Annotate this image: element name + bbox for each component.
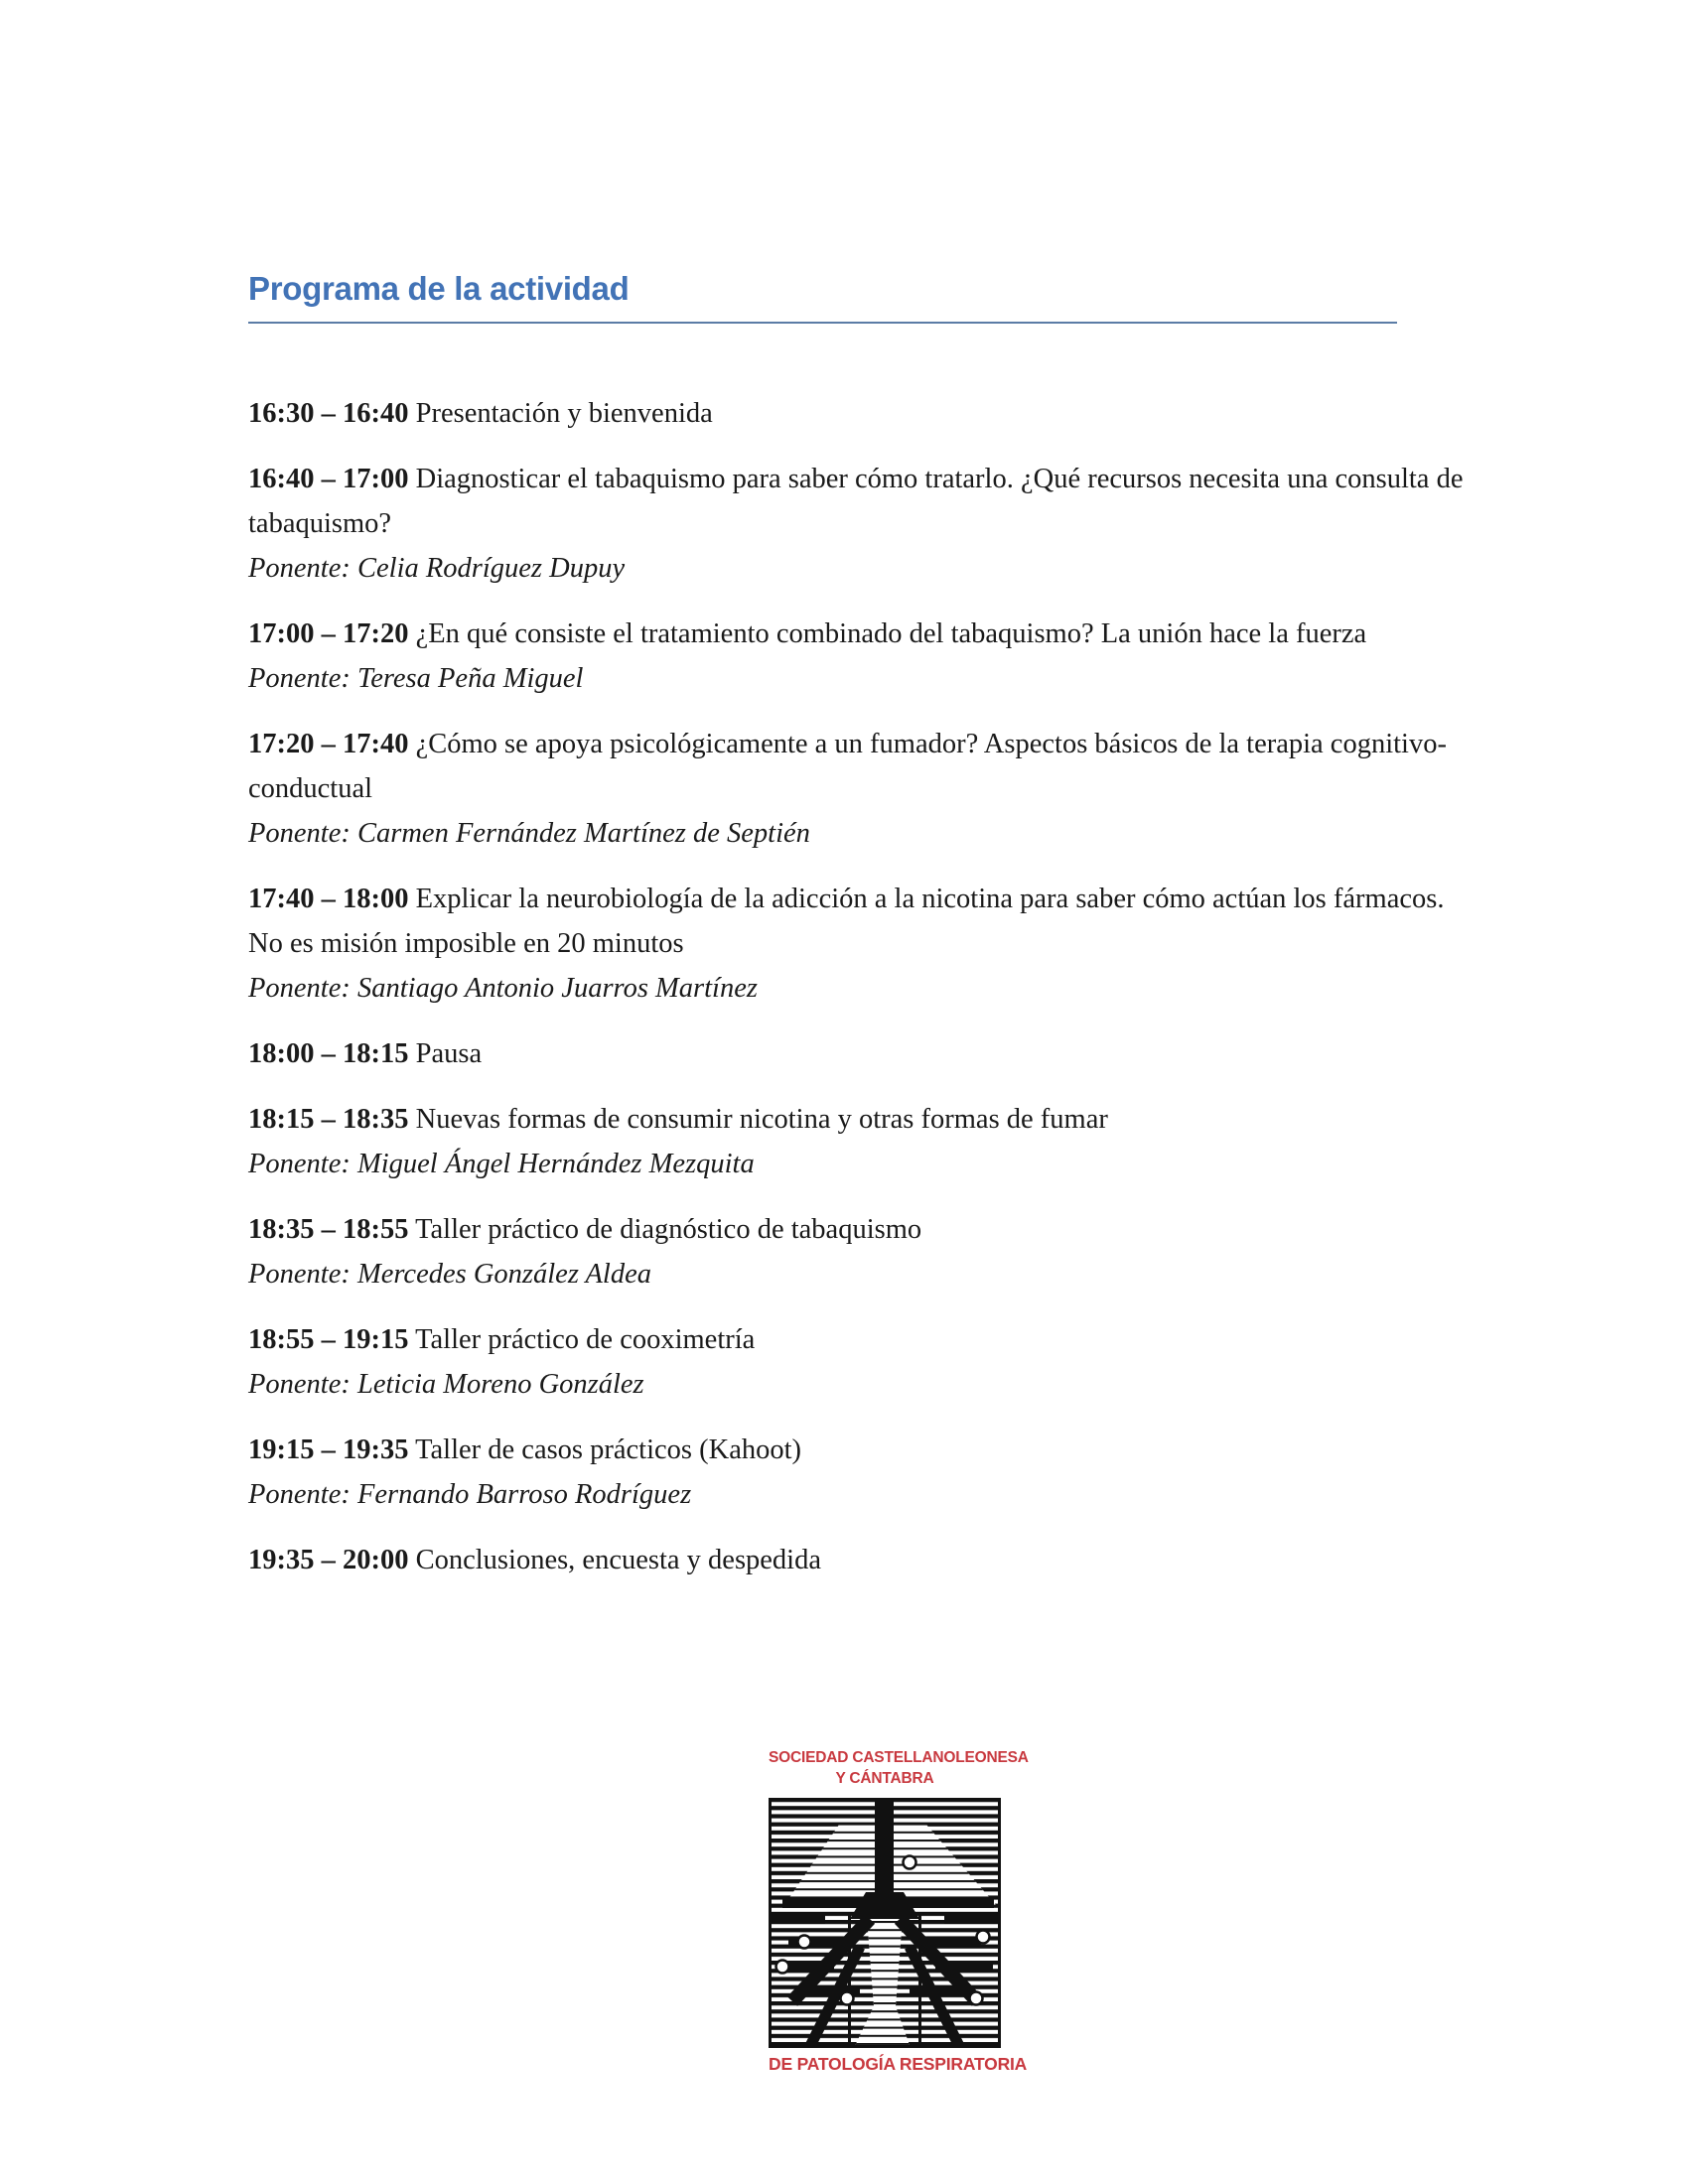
session-time: 18:15 – 18:35 <box>248 1104 409 1135</box>
session-row <box>248 1317 1465 1407</box>
session-speaker: Ponente: Fernando Barroso Rodríguez <box>248 1479 692 1510</box>
session-title: Pausa <box>408 1038 483 1069</box>
session-time: 19:35 – 20:00 <box>248 1545 409 1575</box>
session-row <box>248 391 1465 436</box>
session-time: 16:30 – 16:40 <box>248 398 409 429</box>
schedule <box>248 391 1465 1603</box>
session-title: Taller de casos prácticos (Kahoot) <box>408 1434 802 1465</box>
session-row <box>248 1538 1465 1582</box>
session-time: 17:40 – 18:00 <box>248 884 409 914</box>
session-row <box>248 612 1465 701</box>
session-title: Presentación y bienvenida <box>408 398 713 429</box>
session-title: Diagnosticar el tabaquismo para saber cómo tratarlo. ¿Qué recursos necesita una consulta de tabaquismo? <box>248 464 1464 539</box>
session-speaker: Ponente: Leticia Moreno González <box>248 1369 644 1400</box>
logo-org-name-bottom: DE PATOLOGÍA RESPIRATORIA <box>769 2054 1028 2074</box>
session-title: ¿En qué consiste el tratamiento combinado del tabaquismo? La unión hace la fuerza <box>408 618 1367 649</box>
logo-org-name-line2: Y CÁNTABRA <box>835 1770 934 1787</box>
session-time: 19:15 – 19:35 <box>248 1434 409 1465</box>
session-time: 17:20 – 17:40 <box>248 729 409 759</box>
session-title: Nuevas formas de consumir nicotina y otras formas de fumar <box>408 1104 1108 1135</box>
session-row <box>248 722 1465 856</box>
session-time: 17:00 – 17:20 <box>248 618 409 649</box>
session-title: Conclusiones, encuesta y despedida <box>408 1545 822 1575</box>
session-row <box>248 1207 1465 1297</box>
session-title: ¿Cómo se apoya psicológicamente a un fumador? Aspectos básicos de la terapia cognitivo-conductual <box>248 729 1447 804</box>
lungs-logo-graphic <box>769 1798 1001 2048</box>
session-time: 18:00 – 18:15 <box>248 1038 409 1069</box>
session-speaker: Ponente: Santiago Antonio Juarros Martínez <box>248 973 758 1004</box>
session-title: Taller práctico de diagnóstico de tabaquismo <box>408 1214 922 1245</box>
session-speaker: Ponente: Mercedes González Aldea <box>248 1259 651 1290</box>
session-speaker: Ponente: Carmen Fernández Martínez de Septién <box>248 818 810 849</box>
session-speaker: Ponente: Celia Rodríguez Dupuy <box>248 553 626 584</box>
session-time: 18:55 – 19:15 <box>248 1324 409 1355</box>
session-speaker: Ponente: Miguel Ángel Hernández Mezquita <box>248 1149 755 1179</box>
session-row <box>248 1031 1465 1076</box>
logo <box>769 1747 1029 2075</box>
session-time: 16:40 – 17:00 <box>248 464 409 494</box>
session-row <box>248 457 1465 591</box>
session-row <box>248 877 1465 1011</box>
session-time: 18:35 – 18:55 <box>248 1214 409 1245</box>
page-title: Programa de la actividad <box>248 270 1397 324</box>
logo-org-name-line1: SOCIEDAD CASTELLANOLEONESA <box>769 1749 1029 1766</box>
session-title: Explicar la neurobiología de la adicción a la nicotina para saber cómo actúan los fármacos. No es misión imposible en 20 minutos <box>248 884 1445 959</box>
session-row <box>248 1097 1465 1186</box>
session-speaker: Ponente: Teresa Peña Miguel <box>248 663 584 694</box>
session-title: Taller práctico de cooximetría <box>408 1324 756 1355</box>
session-row <box>248 1428 1465 1517</box>
